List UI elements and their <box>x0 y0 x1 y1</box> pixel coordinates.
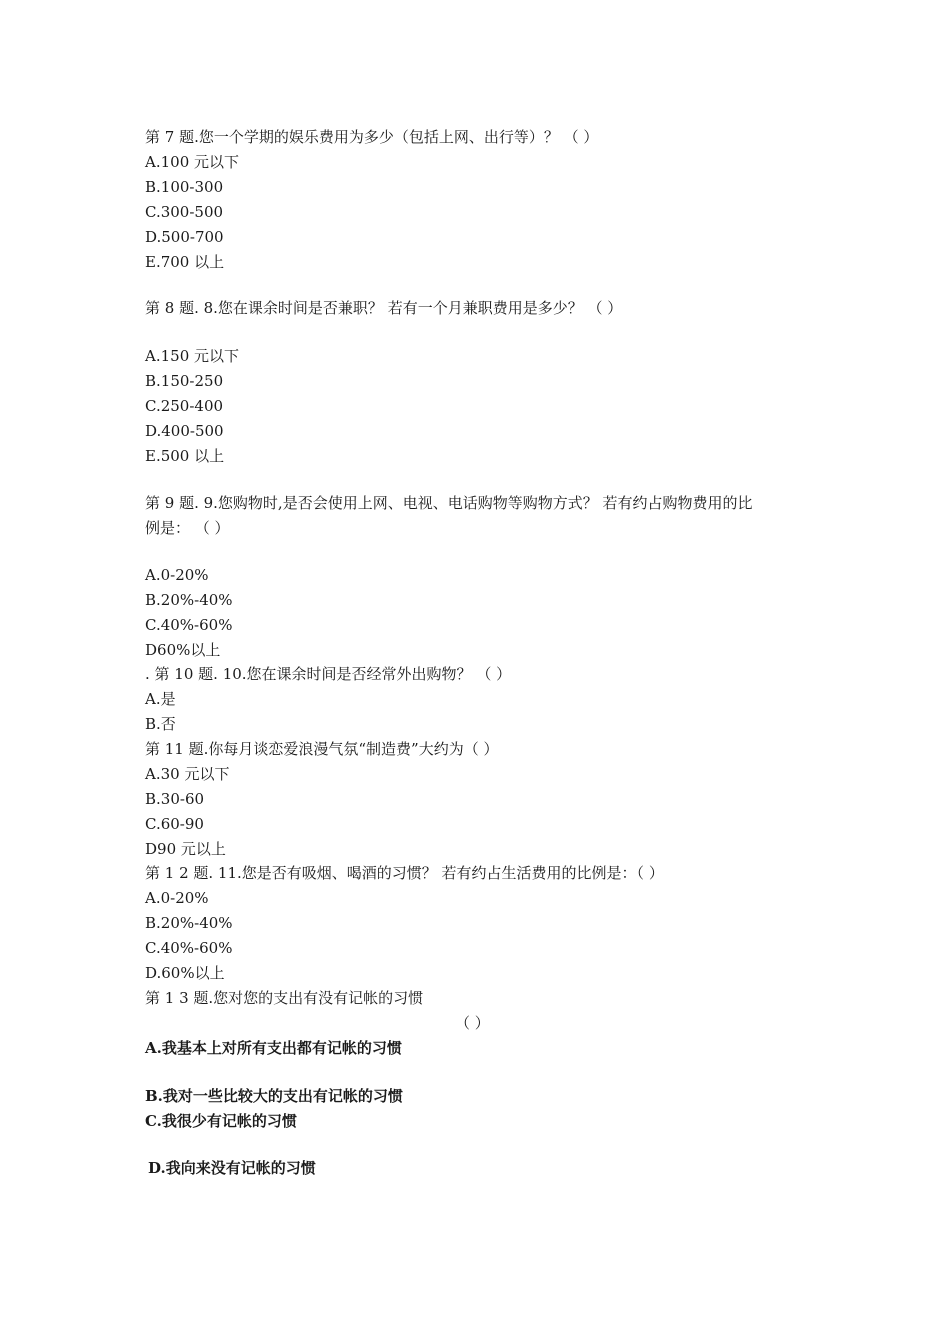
question-9-line-1: 第 9 题. 9.您购物时,是否会使用上网、电视、电话购物等购物方式？ 若有约占购物费用的比 <box>145 494 753 512</box>
q12-option-c: C.40%-60% <box>145 939 233 957</box>
question-7: 第 7 题.您一个学期的娱乐费用为多少（包括上网、出行等）？ （ ） <box>145 128 599 146</box>
q12-option-a: A.0-20% <box>145 889 209 907</box>
q12-option-d: D.60%以上 <box>145 964 225 982</box>
q9-option-a: A.0-20% <box>145 566 209 584</box>
q13-option-b: B.我对一些比较大的支出有记帐的习惯 <box>145 1087 403 1105</box>
q7-option-e: E.700 以上 <box>145 253 225 271</box>
q11-option-c: C.60-90 <box>145 815 204 833</box>
q10-option-a: A.是 <box>145 690 176 708</box>
q8-option-a: A.150 元以下 <box>145 347 239 365</box>
q7-option-c: C.300-500 <box>145 203 224 221</box>
q11-option-d: D90 元以上 <box>145 840 226 858</box>
question-11: 第 11 题.你每月谈恋爱浪漫气氛“制造费”大约为（ ） <box>145 740 499 758</box>
q9-option-d: D60%以上 <box>145 641 221 659</box>
q8-option-b: B.150-250 <box>145 372 224 390</box>
question-8: 第 8 题. 8.您在课余时间是否兼职？ 若有一个月兼职费用是多少？ （ ） <box>145 299 623 317</box>
q10-option-b: B.否 <box>145 715 176 733</box>
q7-option-d: D.500-700 <box>145 228 224 246</box>
q8-option-d: D.400-500 <box>145 422 224 440</box>
q13-option-d: D.我向来没有记帐的习惯 <box>148 1159 316 1177</box>
q13-option-c: C.我很少有记帐的习惯 <box>145 1112 297 1130</box>
q7-option-a: A.100 元以下 <box>145 153 239 171</box>
q13-option-a: A.我基本上对所有支出都有记帐的习惯 <box>145 1039 402 1057</box>
q12-option-b: B.20%-40% <box>145 914 233 932</box>
q8-option-c: C.250-400 <box>145 397 224 415</box>
q9-option-b: B.20%-40% <box>145 591 233 609</box>
question-13: 第 1 3 题.您对您的支出有没有记帐的习惯 <box>145 989 424 1007</box>
q9-option-c: C.40%-60% <box>145 616 233 634</box>
question-9-line-2: 例是： （ ） <box>145 519 230 537</box>
q7-option-b: B.100-300 <box>145 178 224 196</box>
q8-option-e: E.500 以上 <box>145 447 225 465</box>
q11-option-b: B.30-60 <box>145 790 205 808</box>
question-10: . 第 10 题. 10.您在课余时间是否经常外出购物？ （ ） <box>145 665 512 683</box>
q11-option-a: A.30 元以下 <box>145 765 230 783</box>
q13-answer-bracket: （ ） <box>455 1014 490 1032</box>
question-12: 第 1 2 题. 11.您是否有吸烟、喝酒的习惯？ 若有约占生活费用的比例是：（ ） <box>145 864 664 882</box>
